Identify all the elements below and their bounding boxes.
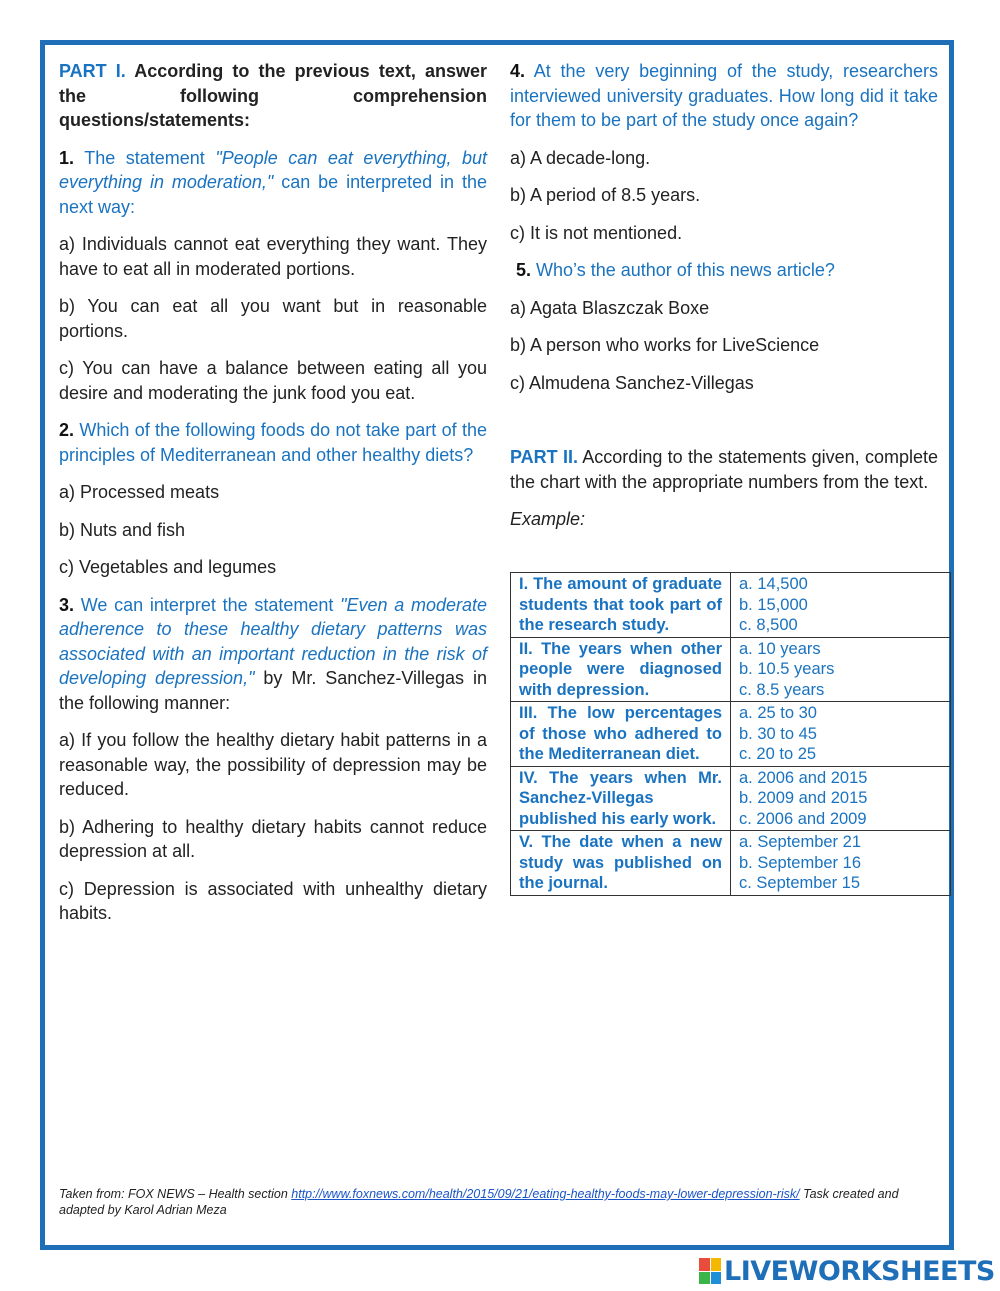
- chart-options: [731, 573, 951, 638]
- question-text: Mr. Sanchez-Villegas in the following manner:: [59, 668, 487, 713]
- chart-option[interactable]: c. 8,500: [739, 616, 798, 634]
- question-text: can be interpreted in the next way:: [59, 172, 487, 217]
- chart-option[interactable]: a. 10 years: [739, 639, 821, 658]
- liveworksheets-logo[interactable]: [699, 1256, 995, 1286]
- question-text: Which of the following foods do not take part of the principles of Mediterranean and other healthy diets?: [59, 420, 487, 465]
- option-q2-c[interactable]: c) Vegetables and legumes: [59, 557, 277, 577]
- question-quote: "People can eat everything, but everything in moderation,": [59, 147, 488, 192]
- chart-options: [731, 702, 951, 767]
- chart-option[interactable]: a. 2006 and 2015: [739, 768, 868, 787]
- part2-label: PART II.: [510, 447, 578, 467]
- option-q2-a[interactable]: a) Processed meats: [59, 482, 220, 502]
- option-q5-c[interactable]: c) Almudena Sanchez-Villegas: [510, 372, 754, 393]
- chart-option[interactable]: b. 10.5 years: [739, 660, 835, 678]
- option-q1-a[interactable]: a) Individuals cannot eat everything they want. They have to eat all in moderated portions.: [59, 234, 487, 279]
- question-3: [59, 593, 487, 716]
- source-text: Taken from: FOX NEWS – Health section: [59, 1187, 292, 1201]
- chart-statement: V. The date when a new study was published on the journal.: [511, 831, 731, 896]
- option-q3-c[interactable]: c) Depression is associated with unhealthy dietary habits.: [59, 878, 487, 923]
- option-q1-b[interactable]: b) You can eat all you want but in reasonable portions.: [59, 296, 487, 341]
- option-q2-b[interactable]: b) Nuts and fish: [59, 519, 186, 540]
- chart-statement: I. The amount of graduate students that took part of the research study.: [511, 573, 731, 638]
- question-number: 5.: [516, 260, 532, 280]
- question-text: At the very beginning of the study, researchers interviewed university graduates. How long did it take for them to be part of the study once again?: [510, 61, 938, 130]
- option-q1-c[interactable]: c) You can have a balance between eating all you desire and moderating the junk food you eat.: [59, 358, 487, 403]
- question-2: [59, 418, 487, 467]
- source-citation: [59, 1186, 939, 1218]
- chart-option[interactable]: c. September 15: [739, 874, 861, 892]
- option-q5-b[interactable]: b) A person who works for LiveScience: [510, 335, 820, 355]
- right-column: [510, 59, 938, 545]
- question-quote: "Even a moderate adherence to these healthy dietary patterns was associated with an important reduction in the risk of developing depression,": [59, 594, 487, 688]
- chart-option[interactable]: c. 8.5 years: [739, 680, 825, 699]
- chart-option[interactable]: c. 2006 and 2009: [739, 809, 867, 828]
- chart-option[interactable]: b. 15,000: [739, 595, 808, 614]
- logo-blocks-icon: [699, 1258, 721, 1284]
- option-q5-a[interactable]: a) Agata Blaszczak Boxe: [510, 297, 710, 318]
- question-text: by: [254, 668, 283, 688]
- question-1: [59, 146, 487, 220]
- chart-option[interactable]: a. 14,500: [739, 575, 808, 593]
- table-row: [511, 766, 951, 831]
- option-q4-a[interactable]: a) A decade-long.: [510, 147, 651, 168]
- source-link[interactable]: http://www.foxnews.com/health/2015/09/21/eating-healthy-foods-may-lower-depression-risk/: [291, 1187, 800, 1201]
- table-row: [511, 702, 951, 767]
- left-column: [59, 59, 487, 939]
- option-q3-a[interactable]: a) If you follow the healthy dietary habit patterns in a reasonable way, the possibility of depression may be reduced.: [59, 730, 487, 799]
- part1-label: PART I.: [59, 61, 126, 81]
- chart-option[interactable]: a. 25 to 30: [739, 704, 817, 722]
- option-q3-b[interactable]: b) Adhering to healthy dietary habits cannot reduce depression at all.: [59, 816, 487, 861]
- chart-option[interactable]: b. September 16: [739, 853, 861, 872]
- logo-text: LIVEWORKSHEETS: [724, 1255, 995, 1287]
- answer-chart: [510, 572, 951, 896]
- question-number: 3.: [59, 594, 75, 615]
- option-q4-c[interactable]: c) It is not mentioned.: [510, 222, 683, 243]
- chart-options: [731, 637, 951, 702]
- table-row: [511, 637, 951, 702]
- table-row: [511, 831, 951, 896]
- part1-instruction: According to the previous text, answer the following comprehension questions/statements:: [59, 61, 488, 130]
- chart-options: [731, 766, 951, 831]
- chart-option[interactable]: c. 20 to 25: [739, 745, 817, 763]
- question-4: [510, 59, 938, 133]
- part2-instruction: According to the statements given, complete the chart with the appropriate numbers from the text.: [510, 447, 939, 492]
- option-q4-b[interactable]: b) A period of 8.5 years.: [510, 185, 701, 205]
- part2-heading: [510, 445, 938, 494]
- chart-option[interactable]: a. September 21: [739, 833, 861, 851]
- table-row: [511, 573, 951, 638]
- question-number: 2.: [59, 420, 75, 440]
- question-5: [510, 258, 938, 283]
- question-number: 1.: [59, 147, 75, 168]
- chart-statement: IV. The years when Mr. Sanchez-Villegas published his early work.: [511, 766, 731, 831]
- chart-options: [731, 831, 951, 896]
- chart-statement: II. The years when other people were diagnosed with depression.: [511, 637, 731, 702]
- question-text: Who’s the author of this news article?: [531, 260, 835, 280]
- chart-option[interactable]: b. 2009 and 2015: [739, 789, 868, 807]
- question-number: 4.: [510, 61, 526, 81]
- question-text: We can interpret the statement: [74, 594, 341, 615]
- chart-statement: III. The low percentages of those who adhered to the Mediterranean diet.: [511, 702, 731, 767]
- part1-heading: [59, 59, 487, 133]
- question-text: The statement: [74, 147, 216, 168]
- chart-option[interactable]: b. 30 to 45: [739, 724, 817, 743]
- example-label: Example:: [510, 509, 586, 529]
- credit-text: Task created and adapted by Karol Adrian Meza: [59, 1187, 899, 1217]
